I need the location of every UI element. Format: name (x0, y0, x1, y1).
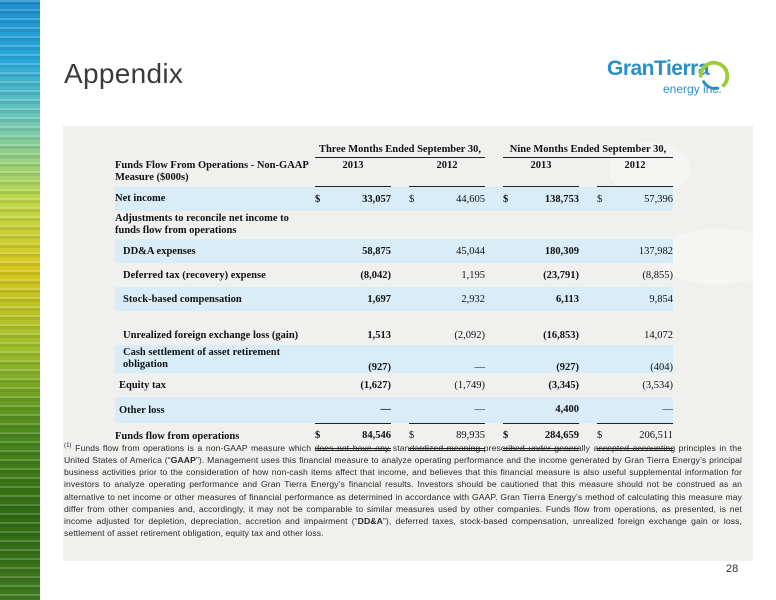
cell-value: 14,072 (644, 330, 673, 341)
footnote-text-mid: ”). Management uses this financial measure to analyze operating performance and the income generated by Gran Tierra Energy’s principal business activities prior to the consideration of how non-cash items affect that income, and believes that this financial measure is also useful supplemental information for investors to analyze operating performance and Gran Tierra Energy’s financial results. Investors should be cautioned that this measure should not be construed as an alternative to net income or other measures of financial performance as determined in accordance with GAAP. Gran Tierra Energy’s method of calculating this measure may differ from other companies and, accordingly, it may not be comparable to similar measures used by other companies. Funds flow from operations, as presented, is net income adjusted for depletion, depreciation, accretion and impairment (“ (64, 455, 743, 527)
table-row (115, 345, 673, 373)
cell-value: 4,400 (515, 397, 579, 423)
page-number: 28 (726, 563, 739, 575)
row-label: DD&A expenses (115, 239, 315, 263)
cell-value: (404) (609, 345, 673, 373)
table-row (115, 287, 673, 311)
logo-ring-icon (695, 55, 733, 93)
cell-value: 137,982 (609, 239, 673, 263)
cell-value: — (421, 397, 485, 423)
cell-value: 84,546 (327, 423, 391, 449)
table-row (115, 187, 673, 212)
cell-value: (8,855) (642, 269, 673, 281)
cell-value: (3,345) (548, 379, 579, 391)
cell-value: 206,511 (609, 423, 673, 449)
footnote-text-post: ”), deferred taxes, stock-based compensation, unrealized foreign exchange gain or loss, settlement of asset retirement obligation, equity tax and other loss. (64, 516, 743, 539)
cell-value: 284,659 (515, 423, 579, 449)
cell-value: (23,791) (543, 269, 579, 281)
row-label: Net income (115, 187, 315, 212)
funds-flow-table (115, 141, 673, 451)
table-row (115, 239, 673, 263)
year-header: 2012 (597, 158, 673, 187)
currency-symbol: $ (409, 423, 421, 449)
footnote-text-pre: Funds flow from operations is a non-GAAP measure which does not have any standardized meaning prescribed under generally accepted accounting principles in the United States of America (“ (64, 442, 742, 466)
table-row (115, 373, 673, 397)
currency-symbol: $ (597, 187, 609, 212)
cell-value: 57,396 (609, 187, 673, 212)
table-row (115, 311, 673, 345)
row-label: Other loss (115, 397, 315, 423)
row-label: Deferred tax (recovery) expense (123, 269, 266, 281)
cell-value: (927) (327, 345, 391, 373)
cell-value: 89,935 (421, 423, 485, 449)
row-label: Equity tax (119, 379, 166, 391)
footnote-term-dda: DD&A (357, 516, 383, 527)
cell-value: 1,513 (367, 330, 391, 341)
cell-value: (2,092) (454, 330, 485, 341)
cell-value: — (327, 397, 391, 423)
currency-symbol: $ (315, 187, 327, 212)
company-logo (607, 53, 747, 101)
decorative-stripe (0, 0, 40, 600)
cell-value: — (609, 397, 673, 423)
cell-value: (8,042) (360, 269, 391, 281)
cell-value: 180,309 (515, 239, 579, 263)
currency-symbol: $ (597, 423, 609, 449)
group-header-nine-months: Nine Months Ended September 30, (503, 141, 673, 158)
table-header-label: Funds Flow From Operations - Non-GAAP Measure ($000s) (115, 159, 309, 183)
logo-name: GranTierra (607, 57, 709, 80)
cell-value: 6,113 (515, 287, 579, 311)
cell-value: (16,853) (543, 330, 579, 341)
page-title: Appendix (64, 58, 184, 89)
row-label: Stock-based compensation (115, 287, 315, 311)
table-row (115, 263, 673, 287)
row-label: Funds flow from operations (115, 430, 240, 442)
year-header: 2013 (315, 158, 391, 187)
group-header-three-months: Three Months Ended September 30, (315, 141, 485, 158)
row-label: Unrealized foreign exchange loss (gain) (123, 330, 299, 341)
cell-value: (3,534) (642, 379, 673, 391)
table-row (115, 397, 673, 423)
cell-value: — (421, 345, 485, 373)
row-label: Cash settlement of asset retirement obligation (115, 345, 315, 373)
cell-value: (1,627) (360, 379, 391, 391)
cell-value: 1,697 (327, 287, 391, 311)
footnote-marker: (1) (64, 443, 72, 449)
row-label: Adjustments to reconcile net income to funds flow from operations (115, 213, 289, 236)
currency-symbol: $ (315, 423, 327, 449)
cell-value: 138,753 (515, 187, 579, 212)
year-header: 2012 (409, 158, 485, 187)
year-header: 2013 (503, 158, 579, 187)
cell-value: 33,057 (327, 187, 391, 212)
cell-value: 9,854 (609, 287, 673, 311)
cell-value: 44,605 (421, 187, 485, 212)
cell-value: 45,044 (421, 239, 485, 263)
cell-value: (1,749) (454, 379, 485, 391)
footnote-term-gaap: GAAP (170, 455, 196, 466)
currency-symbol: $ (503, 187, 515, 212)
cell-value: (927) (515, 345, 579, 373)
cell-value: 1,195 (461, 269, 485, 281)
logo-tagline: energy inc. (663, 82, 722, 96)
cell-value: 2,932 (421, 287, 485, 311)
currency-symbol: $ (409, 187, 421, 212)
currency-symbol: $ (503, 423, 515, 449)
footnote (64, 440, 742, 539)
cell-value: 58,875 (327, 239, 391, 263)
table-row (115, 211, 673, 239)
